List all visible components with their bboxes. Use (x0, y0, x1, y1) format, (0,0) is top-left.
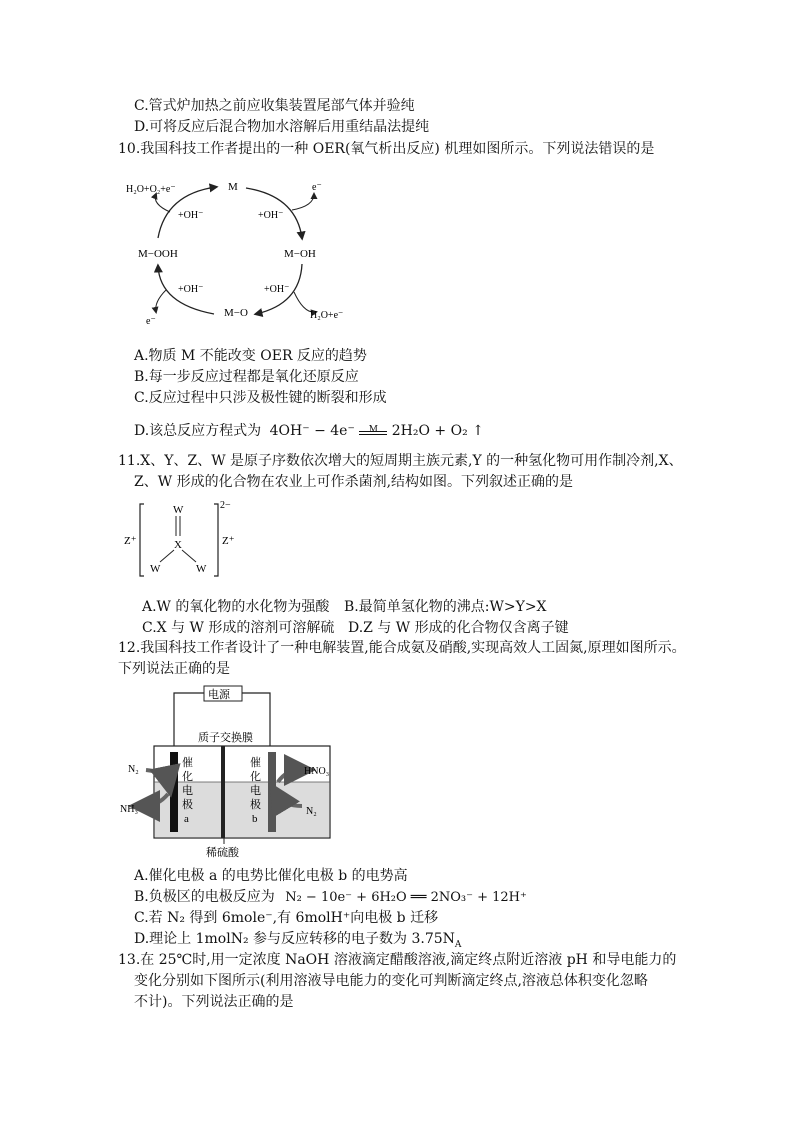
electron-top-right: e⁻ (312, 182, 322, 193)
q10-option-d-prefix: D.该总反应方程式为 (134, 423, 262, 439)
q13-stem-line3: 不计)。下列说法正确的是 (134, 994, 294, 1010)
xzw-structure-diagram (122, 498, 252, 584)
electrode-b-label: 催化电极 b (250, 757, 261, 825)
q11-option-d: D.Z 与 W 形成的化合物仅含离子键 (348, 620, 569, 636)
q12-option-a: A.催化电极 a 的电势比催化电极 b 的电势高 (134, 868, 408, 884)
atom-x: X (174, 539, 182, 551)
q12-stem-line2: 下列说法正确的是 (118, 661, 230, 677)
q11-option-c: C.X 与 W 形成的溶剂可溶解硫 (142, 620, 335, 636)
hno3-outlet: HNO₃ (304, 766, 330, 777)
electrolyte-label: 稀硫酸 (206, 847, 239, 859)
q10-option-a: A.物质 M 不能改变 OER 反应的趋势 (134, 348, 367, 364)
q10-option-d-products: 2H₂O + O₂ ↑ (391, 423, 484, 439)
cation-z-right: Z⁺ (222, 535, 235, 547)
q13-stem-line1: 13.在 25℃时,用一定浓度 NaOH 溶液滴定醋酸溶液,滴定终点附近溶液 pH 和导电能力的 (118, 952, 677, 968)
q10-option-b: B.每一步反应过程都是氧化还原反应 (134, 369, 359, 385)
q10-stem: 10.我国科技工作者提出的一种 OER(氧气析出反应) 机理如图所示。下列说法错误的是 (118, 141, 655, 157)
q12-stem-line1: 12.我国科技工作者设计了一种电解装置,能合成氨及硝酸,实现高效人工固氮,原理如图所示。 (118, 640, 686, 656)
avogadro-subscript: A (454, 939, 462, 950)
q10-option-d-reactants: 4OH⁻ − 4e⁻ (269, 423, 355, 439)
product-top-left: H₂O+O₂+e⁻ (126, 184, 176, 195)
species-m-oh: M−OH (284, 248, 316, 260)
q12-option-c: C.若 N₂ 得到 6mole⁻,有 6molH⁺向电极 b 迁移 (134, 910, 439, 926)
q9-option-d: D.可将反应后混合物加水溶解后用重结晶法提纯 (134, 119, 430, 135)
q11-option-a: A.W 的氧化物的水化物为强酸 (142, 599, 330, 615)
electrolysis-cell-diagram (118, 682, 358, 860)
q11-stem-line2: Z、W 形成的化合物在农业上可作杀菌剂,结构如图。下列叙述正确的是 (134, 474, 574, 490)
oer-cycle-diagram (118, 172, 358, 332)
q12-option-b-prefix: B.负极区的电极反应为 (134, 889, 275, 905)
q13-stem-line2: 变化分别如下图所示(利用溶液导电能力的变化可判断滴定终点,溶液总体积变化忽略 (134, 973, 648, 989)
species-m-ooh: M−OOH (138, 248, 178, 260)
power-supply-label: 电源 (208, 689, 230, 701)
cation-z-left: Z⁺ (124, 535, 137, 547)
oh-label-bottom-left: +OH⁻ (178, 284, 204, 295)
nh3-outlet: NH₃ (120, 804, 138, 815)
q9-option-c: C.管式炉加热之前应收集装置尾部气体并验纯 (134, 98, 415, 114)
oh-label-top-left: +OH⁻ (178, 210, 204, 221)
atom-w-left: W (150, 563, 161, 575)
q12-option-b (134, 888, 527, 907)
electrode-a-label: 催化电极 a (182, 757, 193, 825)
reaction-condition-arrow (359, 425, 387, 435)
anion-charge: 2− (220, 500, 231, 511)
atom-w-top: W (173, 504, 184, 516)
q11-stem-line1: 11.X、Y、Z、W 是原子序数依次增大的短周期主族元素,Y 的一种氢化物可用作制冷剂,X、 (118, 453, 683, 469)
species-m-o: M−O (224, 307, 248, 319)
membrane-label: 质子交换膜 (198, 732, 253, 744)
oh-label-top-right: +OH⁻ (258, 210, 284, 221)
product-bottom-right: H₂O+e⁻ (310, 310, 344, 321)
q10-option-d (134, 422, 484, 440)
q12-option-b-equation: N₂ − 10e⁻ + 6H₂O ══ 2NO₃⁻ + 12H⁺ (285, 890, 527, 905)
atom-w-right: W (196, 563, 207, 575)
q10-option-c: C.反应过程中只涉及极性键的断裂和形成 (134, 390, 387, 406)
q12-option-d-text: D.理论上 1molN₂ 参与反应转移的电子数为 3.75N (134, 931, 455, 947)
q11-option-b: B.最简单氢化物的沸点:W>Y>X (344, 599, 547, 615)
catalyst-label: M (368, 425, 378, 435)
n2-inlet-left: N₂ (128, 764, 139, 775)
n2-inlet-right: N₂ (306, 806, 317, 817)
species-m: M (228, 181, 238, 193)
electron-bottom-left: e⁻ (146, 316, 156, 327)
oh-label-bottom-right: +OH⁻ (264, 284, 290, 295)
